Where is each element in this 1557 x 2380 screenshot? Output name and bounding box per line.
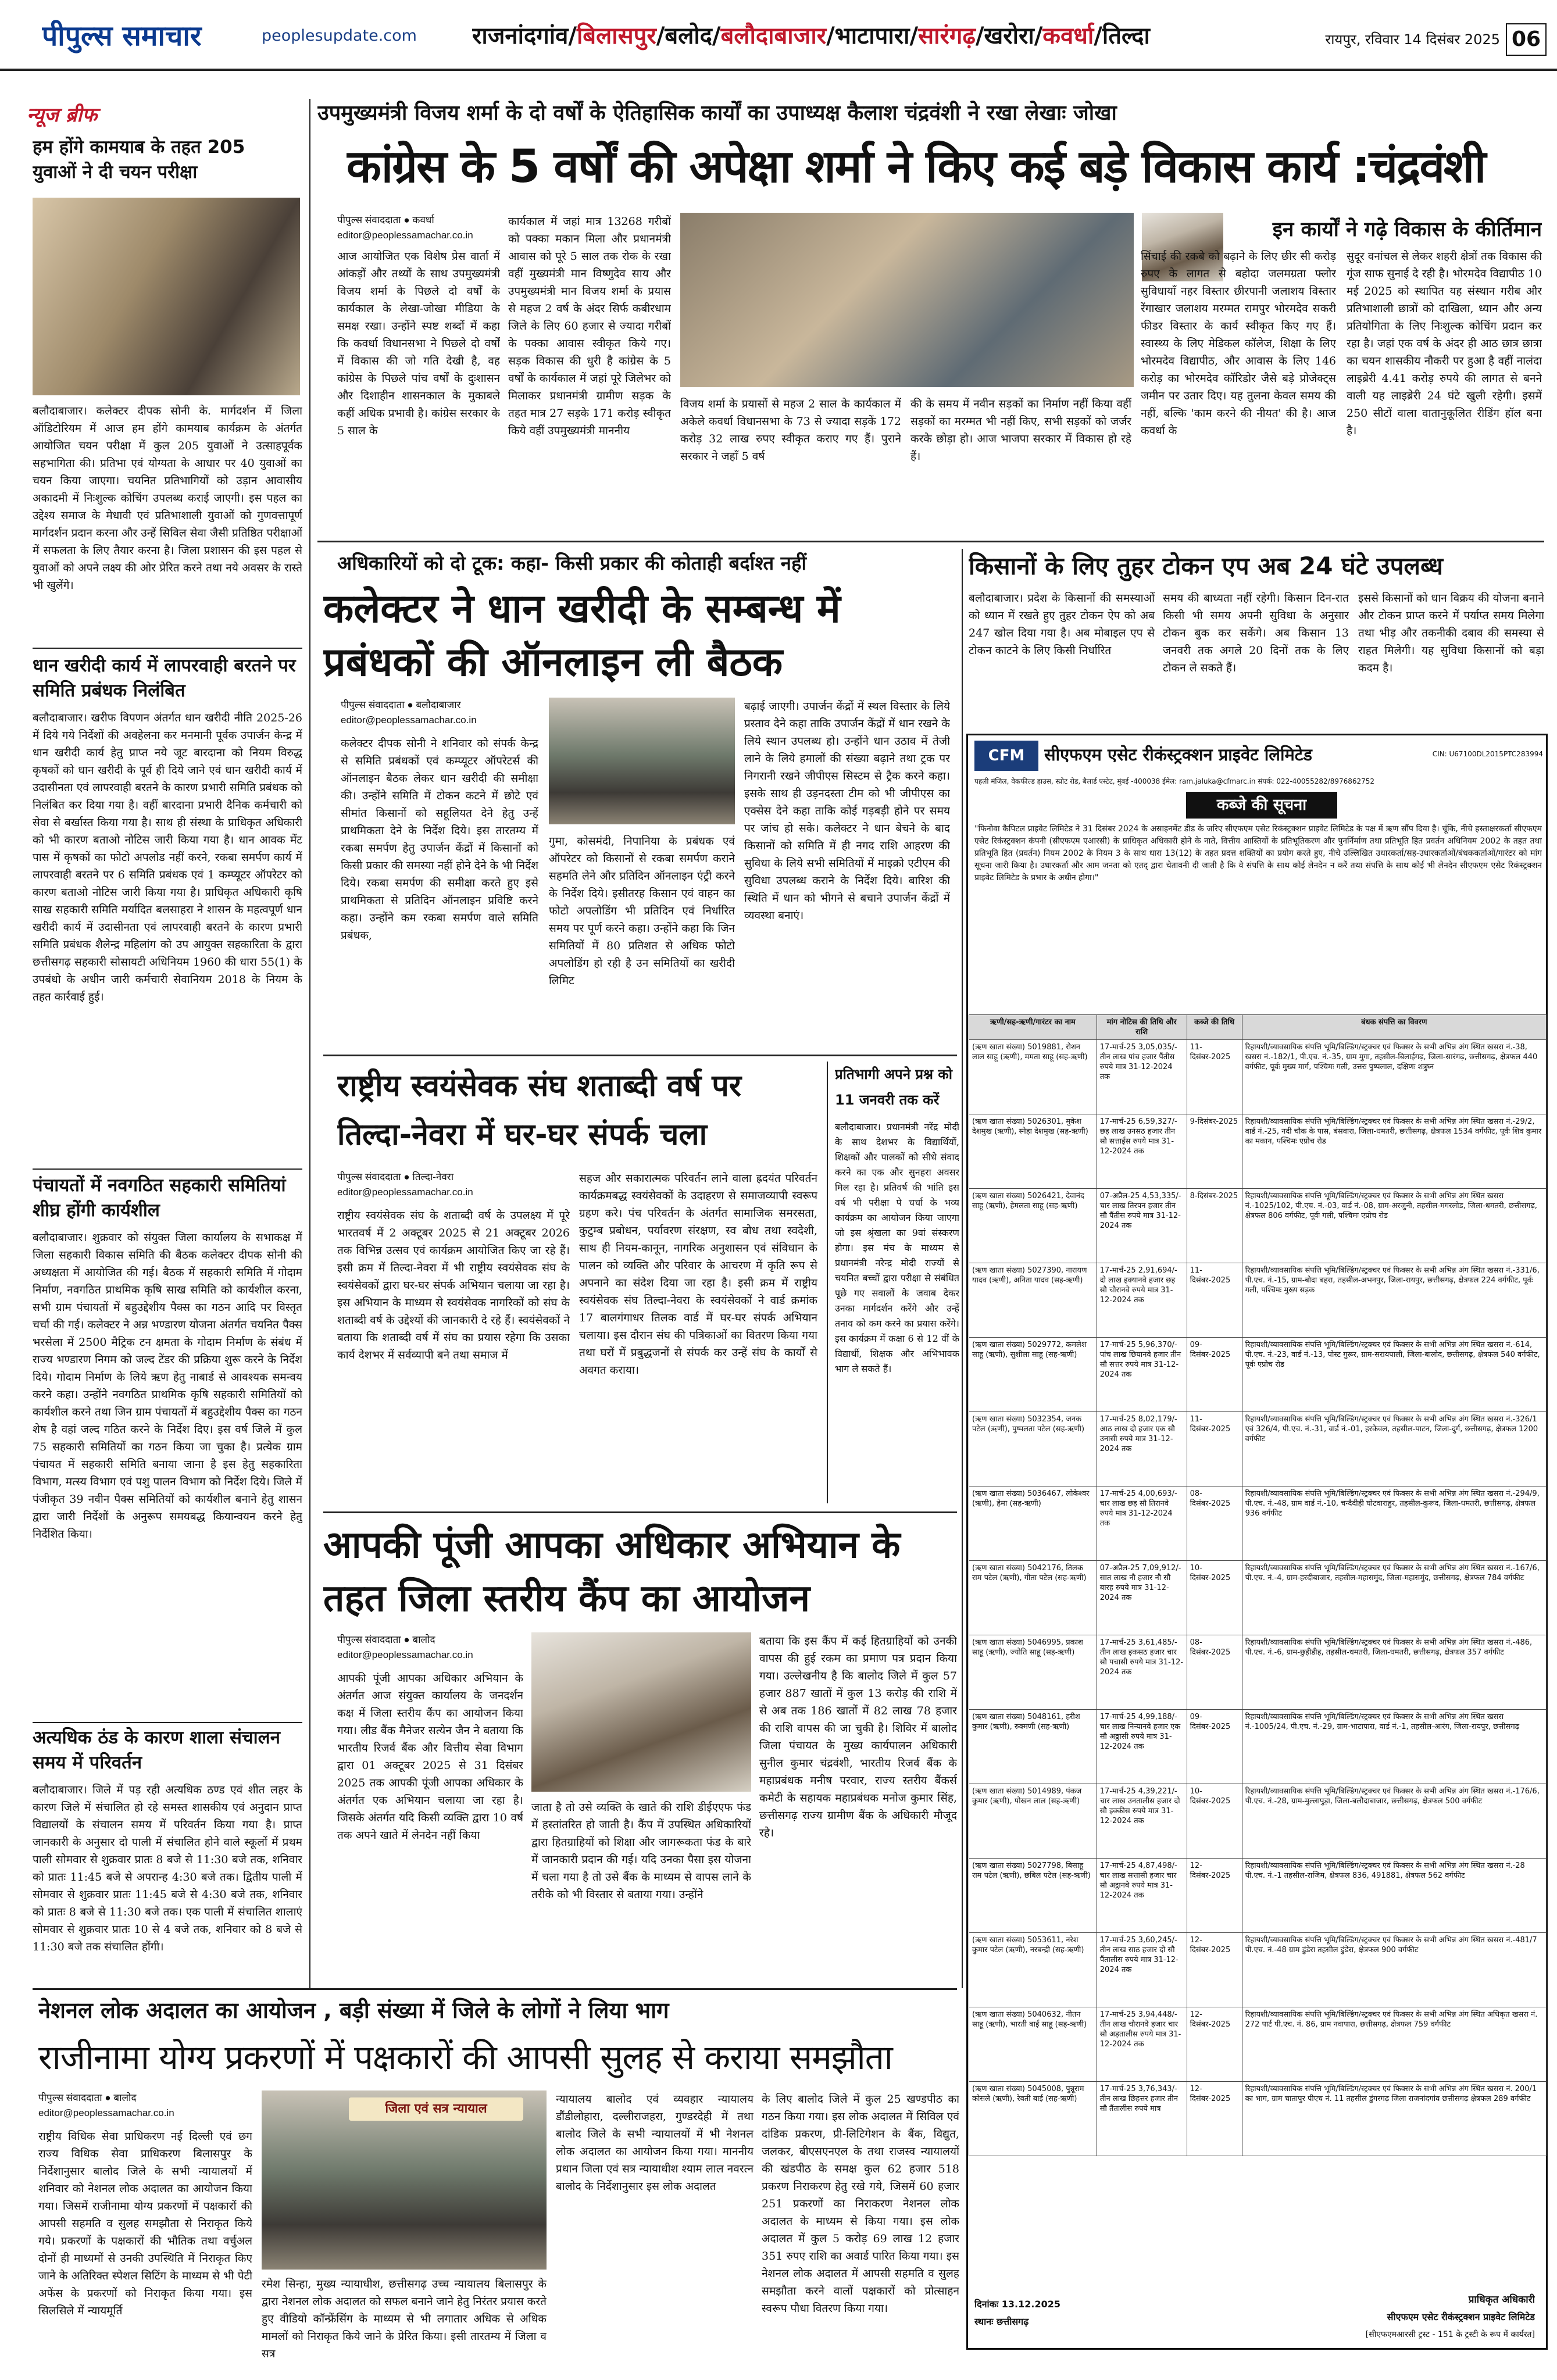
table-cell: रिहायशी/व्यावसायिक संपत्ति भूमि/बिल्डिंग/स्ट्रक्चर एवं फिक्सर के सभी अभिन्न अंग स्थित खसरा नं.-38, खसरा नं.-182/1, पी.एच. नं.-35, ग्राम मुगा, तहसील-बिलाईगढ़, जिला-सारंगढ़, छत्तीसगढ़, क्षेत्रफल 440 वर्गफीट, पूर्वः मुख्य मार्ग, पश्चिमः गली, उत्तरः पुष्पलाल, दक्षिणः शत्रुघ्न — [1242, 1040, 1546, 1114]
notice-footer-note: [सीएफएमआरसी ट्रस्ट - 151 के ट्रस्टी के रूप में कार्यरत] — [1365, 2330, 1535, 2339]
lead-subheadline: इन कार्यों ने गढ़े विकास के कीर्तिमान — [1272, 218, 1542, 241]
capital-col-2: जाता है तो उसे व्यक्ति के खाते की राशि डीईएएफ फंड में हस्तांतरित हो जाती है। कैंप में उपस्थित अधिकारियों द्वारा हितग्राहियों को शिक्षा और जागरूकता फंड के बारे में जानकारी प्रदान की गई। यदि उनका पैसा इस योजना में चला गया है तो उसे बैंक के माध्यम से वापस लाने के तरीके को भी विस्तार से बताया गया। उन्होंने — [531, 1801, 751, 1901]
brief-headline: हम होंगे कामयाब के तहत 205 युवाओं ने दी चयन परीक्षा — [33, 137, 245, 183]
col-header: कब्जे की तिथि — [1187, 1015, 1242, 1040]
collector-photo — [549, 698, 735, 824]
table-cell: 17-मार्च-25 8,02,179/- आठ लाख दो हजार एक सौ उनासी रुपये मात्र 31-12-2024 तक — [1097, 1412, 1187, 1486]
brief-photo — [33, 198, 300, 395]
table-cell: 9-दिसंबर-2025 — [1187, 1114, 1242, 1189]
table-header-row — [969, 1015, 1547, 1040]
lok-adalat-col-4: के लिए बालोद जिले में कुल 25 खण्डपीठ का गठन किया गया। इस लोक अदालत में सिविल एवं दांडिक प्रकरण, प्री-लिटिगेशन के बैंक, विद्युत, जलकर, बीएसएनएल के तथा राजस्व न्यायालयों की खंडपीठ के समक्ष कुल 62 हजार 518 प्रकरण निराकरण हेतु रखे गये, जिसमें 60 हजार 251 प्रकरणों का निराकरण नेशनल लोक अदालत के माध्यम से किया गया। इस लोक अदालत में कुल 5 करोड़ 69 लाख 12 हजार 351 रुपए राशि का अवार्ड पारित किया गया। इस नेशनल लोक अदालत में आपसी सहमति व सुलह समझौता करने वालों पक्षकारों को प्रोत्साहन स्वरूप पौधा वितरण किया गया। — [762, 2093, 959, 2315]
capital-headline: आपकी पूंजी आपका अधिकार अभियान के तहत जिला स्तरीय कैंप का आयोजन — [323, 1524, 901, 1620]
court-banner-text: जिला एवं सत्र न्यायाल — [349, 2097, 523, 2121]
district-item: खरोरा — [984, 23, 1034, 49]
lok-adalat-col-1: राष्ट्रीय विधिक सेवा प्राधिकरण नई दिल्ली एवं छग राज्य विधिक सेवा प्राधिकरण बिलासपुर के निर्देशानुसार बालोद जिले के सभी न्यायालयों में शनिवार को नेशनल लोक अदालत का आयोजन किया गया। जिसमें राजीनामा योग्य प्रकरणों में पक्षकारों की आपसी सहमति व सुलह समझौता से निराकृत किये गये। प्रकरणों के पक्षकारों की भौतिक तथा वर्चुअल दोनों ही माध्यमों से उनकी उपस्थिति में निराकृत किए जाने के अतिरिक्त स्पेशल सिटिंग के माध्यम से भी पेटी अफेंस के प्रकरणों को निराकृत किया गया। इस सिलसिले में न्यायमूर्ति — [38, 2130, 252, 2317]
table-cell: 10-दिसंबर-2025 — [1187, 1561, 1242, 1635]
byline-email[interactable]: editor@peoplessamachar.co.in — [337, 230, 473, 241]
table-cell: रिहायशी/व्यावसायिक संपत्ति भूमि/बिल्डिंग/स्ट्रक्चर एवं फिक्सर के सभी अभिन्न अंग स्थित खसरा नं.-29/2, वार्ड नं.-25, नदी चौक के पास, बंसवारा, जिला-धमतरी, छत्तीसगढ़, क्षेत्रफल 1534 वर्गफीट, पूर्वः शिव कुमार का मकान, पश्चिमः एप्रोच रोड — [1242, 1114, 1546, 1189]
table-cell: 08-दिसंबर-2025 — [1187, 1486, 1242, 1561]
notice-intro: "फिनोवा कैपिटल प्राइवेट लिमिटेड ने 31 दिसंबर 2024 के असाइनमेंट डीड के जरिए सीएफएम एसेट रिकंस्ट्रक्शन प्राइवेट लिमिटेड के पक्ष में ऋण सौंप दिया है। चूंकि, नीचे हस्ताक्षरकर्ता सीएफएम एसेट रिकंस्ट्रक्शन कंपनी (सीएफएम एआरसी) के प्राधिकृत अधिकारी होने के नाते, वित्तीय आस्तियों के प्रतिभूतिकरण और पुनर्निर्माण तथा प्रतिभूति हित प्रवर्तन अधिनियम 2002 के तहत तथा प्रतिभूति हित (प्रवर्तन) नियम 2002 के नियम 3 के साथ धारा 13(12) के तहत प्रदत्त शक्तियों का प्रयोग करते हुए, नीचे उल्लिखित उधारकर्ता/सह-उधारकर्ताओं/बंधककर्ताओं/गारंटर को मांग सूचना जारी किया है। उधारकर्ता और आम जनता को एतद् द्वारा चेतावनी दी जाती है कि वे संपत्ति के साथ कोई लेनदेन न करें तथा संपत्ति के साथ कोई भी लेनदेन सीएफएम एसेट रिकंस्ट्रक्शन प्राइवेट लिमिटेड के प्रभार के अधीन होगा।" — [974, 824, 1542, 882]
table-cell: रिहायशी/व्यावसायिक संपत्ति भूमि/बिल्डिंग/स्ट्रक्चर एवं फिक्सर के सभी अभिन्न अंग स्थित खसरा नं.-331/6, पी.एच. नं.-15, ग्राम-बोदा बहरा, तहसील-अभनपुर, जिला-रायपुर, छत्तीसगढ़, क्षेत्रफल 224 वर्गफीट, पूर्वः गली, पश्चिमः मुख्य सड़क — [1242, 1263, 1546, 1338]
district-item: बिलासपुर — [576, 23, 656, 49]
tuhar-col-2: समय की बाध्यता नहीं रहेगी। किसान दिन-रात किसी भी समय अपनी सुविधा के अनुसार टोकन बुक कर सकेंगे। अब किसान 13 जनवरी तक अगले 20 दिनों तक के लिए टोकन ले सकते हैं। — [1163, 592, 1349, 674]
table-row — [969, 1486, 1547, 1561]
school-headline: अत्यधिक ठंड के कारण शाला संचालन समय में परिवर्तन — [33, 1727, 280, 1773]
table-cell: रिहायशी/व्यावसायिक संपत्ति भूमि/बिल्डिंग/स्ट्रक्चर एवं फिक्सर के सभी अभिन्न अंग स्थित खसरा नं.-176/6, पी.एच. नं.-28, ग्राम-मुल्लापुड़ा, जिला-बलौदाबाजार, छत्तीसगढ़, क्षेत्रफल 500 वर्गफीट — [1242, 1784, 1546, 1859]
table-row — [969, 1412, 1547, 1486]
table-row — [969, 1040, 1547, 1114]
lead-col-1: आज आयोजित एक विशेष प्रेस वार्ता में आंकड़ों और तथ्यों के साथ उपमुख्यमंत्री विजय शर्मा के पिछले दो वर्षों के कार्यकाल के लेखा-जोखा मीडिया के समक्ष रखा। उन्होंने स्पष्ट शब्दों में कहा कि कवर्धा विधानसभा ने पिछले दो वर्षों में विकास की जो गति देखी है, वह कांग्रेस के पिछले पांच वर्षों के दुःशासन और दिशाहीन शासनकाल के मुकाबले कहीं अधिक प्रभावी है। कांग्रेस सरकार के 5 साल के — [337, 250, 500, 437]
table-cell: 17-मार्च-25 4,39,221/- चार लाख उनतालीस हजार दो सौ इक्कीस रुपये मात्र 31-12-2024 तक — [1097, 1784, 1187, 1859]
divider — [317, 541, 1544, 542]
table-row — [969, 1710, 1547, 1784]
table-row — [969, 1114, 1547, 1189]
table-row — [969, 1635, 1547, 1710]
lead-col-3: विजय शर्मा के प्रयासों से महज 2 साल के कार्यकाल में अकेले कवर्धा विधानसभा के 73 से ज्यादा सड़कें 172 करोड़ 32 लाख रुपए स्वीकृत कराए गए हैं। पुराने सरकार ने जहाँ 5 वर्ष — [680, 398, 901, 463]
table-cell: रिहायशी/व्यावसायिक संपत्ति भूमि/बिल्डिंग/स्ट्रक्चर एवं फिक्सर के सभी अभिन्न अंग स्थित खसरा नं. 200/1 का भाग, ग्राम चातापुर पीएच नं. 11 तहसील डुंगरगढ़ जिला राजनांदगांव छत्तीसगढ़ क्षेत्रफल 289 वर्गफीट — [1242, 2082, 1546, 2156]
byline-email[interactable]: editor@peoplessamachar.co.in — [337, 1187, 473, 1198]
table-cell: (ऋण खाता संख्या) 5045008, पुन्नूराम कोसले (ऋणी), रेवती बाई (सह-ऋणी) — [969, 2082, 1097, 2156]
district-item: राजनांदगांव — [472, 23, 569, 49]
notice-company: सीएफएम एसेट रीकंस्ट्रक्शन प्राइवेट लिमिटेड — [1044, 745, 1312, 764]
capital-col-3: बताया कि इस कैंप में कई हितग्राहियों को उनकी वापस की हुई रकम का प्रमाण पत्र प्रदान किया गया। उल्लेखनीय है कि बालोद जिले में कुल 57 हजार 887 खातों में कुल 13 करोड़ की राशि में से अब तक 186 खातों में 82 लाख 78 हजार की राशि वापस की जा चुकी है। शिविर में बालोद जिला पंचायत के मुख्य कार्यपालन अधिकारी सुनील कुमार चंद्रवंशी, भारतीय रिजर्व बैंक के महाप्रबंधक मनीष परवार, राज्य स्तरीय बैंकर्स कमेटी के सहायक महाप्रबंधक मनोज कुमार सिंह, छत्तीसगढ़ राज्य ग्रामीण बैंक के अधिकारी मौजूद रहे। — [759, 1635, 957, 1839]
table-cell: 10-दिसंबर-2025 — [1187, 1784, 1242, 1859]
divider — [323, 1055, 957, 1056]
byline-text: पीपुल्स संवाददाता ● कवर्धा — [337, 215, 434, 226]
notice-title: कब्जे की सूचना — [1186, 792, 1337, 819]
district-item: बलोद — [665, 23, 712, 49]
district-item: बलौदाबाजार — [720, 23, 827, 49]
table-row — [969, 1784, 1547, 1859]
lead-headline: कांग्रेस के 5 वर्षों की अपेक्षा शर्मा ने किए कई बड़े विकास कार्य :चंद्रवंशी — [347, 141, 1485, 193]
paddy-lapse-headline: धान खरीदी कार्य में लापरवाही बरतने पर समिति प्रबंधक निलंबित — [33, 655, 296, 701]
byline-text: पीपुल्स संवाददाता ● बालोद — [38, 2092, 137, 2103]
divider — [33, 1988, 957, 1990]
lead-sub-col-2: सुदूर वनांचल से लेकर शहरी क्षेत्रों तक विकास की गूंज साफ सुनाई दे रही है। भोरमदेव विद्यापीठ 10 मई 2025 को स्थापित यह संस्थान गरीब और प्रतिभाशाली छात्रों को दाखिला, ध्यान और अन्य प्रतियोगिता के लिए निःशुल्क कोचिंग प्रदान कर रहा है। जहां एक वर्ष के अंदर ही आठ छात्र छात्रा का चयन शासकीय नौकरी पर हुआ है वहीं नालंदा लाइब्रेरी 4.41 करोड़ रुपये की लागत से बनने वाली यह लाइब्रेरी 24 घंटे खुली रहेगी। इसमें 250 सीटों वाला वातानुकूलित रीडिंग हॉल बना है। — [1347, 250, 1542, 437]
collector-col-2: गुमा, कोसमंदी, निपानिया के प्रबंधक एवं ऑपरेटर को किसानों से रकबा समर्पण कराने सहमति लेने और प्रतिदिन ऑनलाइन एंट्री करने के निर्देश दिये। इसीतरह किसान एवं वाहन का फोटो अपलोडिंग भी प्रतिदिन एवं निर्धारित समय पर पूर्ण करने कहा। उन्होंने कहा कि जिन समितियों में 80 प्रतिशत से अधिक फोटो अपलोडिंग हो रही है उन समितियों का खरीदी लिमिट — [549, 835, 735, 987]
col-header: बंधक संपत्ति का विवरण — [1242, 1015, 1546, 1040]
district-item: भाटापारा — [834, 23, 910, 49]
lead-sub-col-1: सिंचाई की रकबे को बढ़ाने के लिए छीर सी करोड़ रुपए के लागत से बहोदा जलमग्रता फ्लोर सुविधायाँ नहर विस्तार छीरपानी जलाशय विस्तार रेंगाखार जलाशय मरम्मत रामपुर भोरमदेव सकरी फीडर विस्तार के कार्य स्वीकृत किए गए हैं। स्वास्थ्य के लिए मेडिकल कॉलेज, शिक्षा के लिए भोरमदेव विद्यापीठ, और आवास के लिए 146 करोड़ का भोरमदेव कॉरिडोर जैसे बड़े प्रोजेक्ट्स जमीन पर उतार दिए। यह तुलना केवल समय की नहीं, बल्कि 'काम करने की नीयत' की है। आज कवर्धा के — [1141, 250, 1336, 437]
rss-col-2: सहज और सकारात्मक परिवर्तन लाने वाला ह्रदयंत परिवर्तन कार्यक्रमबद्ध स्वयंसेवकों के उदाहरण से समाजव्यापी स्वरूप ग्रहण करे। पंच परिवर्तन के अंतर्गत सामाजिक समरसता, कुटुम्ब प्रबोधन, पर्यावरण संरक्षण, स्व बोध तथा स्वदेशी, साथ ही नियम-कानून, नागरिक अनुशासन एवं संविधान के पालन को व्यक्ति और परिवार के आचरण में कृति रूप से अपनाने का संदेश दिया जा रहा है। इसी क्रम में राष्ट्रीय स्वयंसेवक संघ तिल्दा-नेवरा के स्वयंसेवकों ने वार्ड क्रमांक 17 बालगंगाधर तिलक वार्ड में घर-घर संपर्क अभियान चलाया। इस दौरान संघ की पत्रिकाओं का वितरण किया गया तथा घरों में प्रबुद्धजनों से संपर्क कर उन्हें संघ के कार्यों से अवगत कराया। — [579, 1172, 817, 1377]
table-cell: 17-मार्च-25 4,99,188/- चार लाख निन्यानवे हजार एक सौ अठ्ठासी रुपये मात्र 31-12-2024 तक — [1097, 1710, 1187, 1784]
table-cell: (ऋण खाता संख्या) 5053611, नरेश कुमार पटेल (ऋणी), नरबन्द्री (सह-ऋणी) — [969, 1933, 1097, 2007]
table-cell: 12-दिसंबर-2025 — [1187, 1859, 1242, 1933]
table-cell: (ऋण खाता संख्या) 5027390, नारायण यादव (ऋणी), अनिता यादव (सह-ऋणी) — [969, 1263, 1097, 1338]
tuhar-col-3: इससे किसानों को धान विक्रय की योजना बनाने और टोकन प्राप्त करने में पर्याप्त समय मिलेगा तथा भीड़ और तकनीकी दबाव की समस्या से राहत मिलेगी। यह सुविधा किसानों को बड़ा कदम है। — [1358, 592, 1544, 674]
capital-col-1: आपकी पूंजी आपका अधिकार अभियान के अंतर्गत आज संयुक्त कार्यालय के जनदर्शन कक्ष में जिला स्तरीय कैंप का आयोजन किया गया। लीड बैंक मैनेजर सत्येन जैन ने बताया कि भारतीय रिजर्व बैंक और वित्तीय सेवा विभाग द्वारा 01 अक्टूबर 2025 से 31 दिसंबर 2025 तक आपकी पूंजी आपका अधिकार के अंतर्गत एक अभियान चलाया जा रहा है। जिसके अंतर्गत यदि किसी व्यक्ति द्वारा 10 वर्ष तक अपने खाते में लेनदेन नहीं किया — [337, 1672, 523, 1842]
table-cell: 07-अप्रैल-25 7,09,912/- सात लाख नौ हजार नौ सौ बारह रुपये मात्र 31-12-2024 तक — [1097, 1561, 1187, 1635]
notice-address: पहली मंजिल, वेकफील्ड हाउस, स्प्रोट रोड, बैलार्ड एस्टेट, मुंबई -400038 ईमेल: ram.jaluka@cfmarc.in संपर्क: 022-40055282/8976862752 — [974, 777, 1375, 785]
table-cell: 17-मार्च-25 3,60,245/- तीन लाख साठ हजार दो सौ पैंतालीस रुपये मात्र 31-12-2024 तक — [1097, 1933, 1187, 2007]
lead-col-2: कार्यकाल में जहां मात्र 13268 गरीबों को पक्का मकान मिला और प्रधानमंत्री आवास को पूरे 5 साल तक रोक के रखा वहीं मुख्यमंत्री मान विष्णुदेव साय और उपमुख्यमंत्री मान विजय शर्मा के प्रयास से महज 2 वर्ष के अंदर सिर्फ कबीरधाम जिले के लिए 60 हजार से ज्यादा गरीबों के पक्का आवास स्वीकृत किये गए। सड़क विकास की धुरी है कांग्रेस के 5 वर्षों के कार्यकाल में जहां पूरे जिलेभर को मिलाकर प्रधानमंत्री ग्रामीण सड़क के तहत मात्र 27 सड़के 171 करोड़ स्वीकृत किये वहीं उपमुख्यमंत्री माननीय — [508, 215, 671, 437]
capital-byline — [337, 1632, 547, 1665]
collector-byline — [341, 698, 550, 730]
notice-signatory-company: सीएफएम एसेट रीकंस्ट्रक्शन प्राइवेट लिमिटेड — [1387, 2311, 1535, 2322]
table-row — [969, 1263, 1547, 1338]
table-cell: (ऋण खाता संख्या) 5040632, नीतन साहू (ऋणी), भारती बाई साहू (सह-ऋणी) — [969, 2007, 1097, 2082]
table-cell: 07-अप्रैल-25 4,53,335/- चार लाख तिरपन हजार तीन सौ पैंतीस रुपये मात्र 31-12-2024 तक — [1097, 1189, 1187, 1263]
tuhar-col-1: बलौदाबाजार। प्रदेश के किसानों की समस्याओं को ध्यान में रखते हुए तुहर टोकन ऐप को अब 247 खोल दिया गया है। अब मोबाइल एप से टोकन काटने के लिए किसी निर्धारित — [969, 592, 1155, 657]
lead-kicker: उपमुख्यमंत्री विजय शर्मा के दो वर्षों के ऐतिहासिक कार्यों का उपाध्यक्ष कैलाश चंद्रवंशी ने रखा लेखाः जोखा — [317, 101, 1117, 125]
school-body: बलौदाबाजार। जिले में पड़ रही अत्यधिक ठण्ड एवं शीत लहर के कारण जिले में संचालित हो रहे समस्त शासकीय एवं अनुदान प्राप्त विद्यालयों के संचालन समय में परिवर्तन किया गया है। प्राप्त जानकारी के अनुसार दो पाली में संचालित होने वाले स्कूलों में प्रथम पाली सोमवार से शुक्रवार प्रातः 8 बजे से 11:30 बजे तक, शनिवार को प्रातः 11:45 बजे से अपरान्ह 4:30 बजे तक। द्वितीय पाली में सोमवार से शुक्रवार प्रातः 11:45 बजे से 4:30 बजे तक, शनिवार को प्रातः 8 बजे से 11:30 बजे तक। एक पाली में संचालित शालाएं सोमवार से शुक्रवार प्रातः 10 से 4 बजे तक, शनिवार को 8 बजे से 11:30 बजे तक संचालित होंगी। — [33, 1784, 302, 1953]
table-cell: 11-दिसंबर-2025 — [1187, 1040, 1242, 1114]
district-item: तिल्दा — [1102, 23, 1150, 49]
table-cell: 17-मार्च-25 6,59,327/- छह लाख उनसठ हजार तीन सौ सत्ताईस रुपये मात्र 31-12-2024 तक — [1097, 1114, 1187, 1189]
table-cell: 12-दिसंबर-2025 — [1187, 1933, 1242, 2007]
lok-adalat-photo — [262, 2090, 547, 2270]
byline-email[interactable]: editor@peoplessamachar.co.in — [38, 2107, 174, 2118]
table-cell: 17-मार्च-25 4,87,498/- चार लाख सत्तासी हजार चार सौ अट्ठानबे रुपये मात्र 31-12-2024 तक — [1097, 1859, 1187, 1933]
rss-headline: राष्ट्रीय स्वयंसेवक संघ शताब्दी वर्ष पर तिल्दा-नेवरा में घर-घर संपर्क चला — [337, 1069, 742, 1152]
dateline: रायपुर, रविवार 14 दिसंबर 2025 — [1325, 31, 1500, 48]
table-cell: 17-मार्च-25 3,76,343/- तीन लाख छिहत्तर हजार तीन सौ तैंतालीस रुपये मात्र — [1097, 2082, 1187, 2156]
collector-col-3: बढ़ाई जाएगी। उपार्जन केंद्रों में स्थल विस्तार के लिये प्रस्ताव देने कहा ताकि उपार्जन केंद्रों में धान रखने के लिये स्थान उपलब्ध हो। उन्होंने धान उठाव में तेजी लाने के लिये हमालों की संख्या बढ़ाने तथा ट्रक पर निगरानी रखने जीपीएस सिस्टम से ट्रैक करने कहा। इसके साथ ही उड़नदस्ता टीम को भी जीपीएस का एक्सेस देने कहा ताकि कोई गड़बड़ी होने पर समय पर जांच हो सके। कलेक्टर ने धान बेचने के बाद किसानों को समिति में ही नगद राशि आहरण की सुविधा के लिये सभी समितियों में माइक्रो एटीएम की सुविधा उपलब्ध कराने के निर्देश दिये। बारिश की स्थिति में धान को भीगने से बचाने उपार्जन केंद्रों में व्यवस्था बनाएं। — [744, 700, 950, 922]
table-cell: 17-मार्च-25 3,94,448/- तीन लाख चौरानवे हजार चार सौ अड़तालीस रुपये मात्र 31-12-2024 तक — [1097, 2007, 1187, 2082]
table-cell: 09-दिसंबर-2025 — [1187, 1338, 1242, 1412]
district-list: राजनांदगांव/बिलासपुर/बलोद/बलौदाबाजार/भाटापारा/सारंगढ़/खरोरा/कवर्धा/तिल्दा — [472, 23, 1150, 49]
table-cell: (ऋण खाता संख्या) 5032354, जनक पटेल (ऋणी), पुष्पलता पटेल (सह-ऋणी) — [969, 1412, 1097, 1486]
table-cell: 09-दिसंबर-2025 — [1187, 1710, 1242, 1784]
brief-body: बलौदाबाजार। कलेक्टर दीपक सोनी के. मार्गदर्शन में जिला ऑडिटोरियम में आज हम होंगे कामयाब कार्यक्रम के अंतर्गत आयोजित चयन परीक्षा में कुल 205 युवाओं ने उत्साहपूर्वक सहभागिता की। प्रतिभा एवं योग्यता के आधार पर 40 युवाओं का चयन किया जाएगा। चयनित प्रतिभागियों को उड़ान आवासीय अकादमी में निःशुल्क कोचिंग उपलब्ध कराई जाएगी। इस पहल का उद्देश्य समाज के मेधावी एवं प्रतिभाशाली युवाओं को गुणवत्तापूर्ण मार्गदर्शन प्रदान करना और उन्हें सिविल सेवा जैसी प्रतिष्ठित परीक्षाओं में सफलता के लिए तैयार करना है। जिला प्रशासन की इस पहल से युवाओं को अपने लक्ष्य की ओर प्रेरित करने तथा नये अवसर के रास्ते भी खुलेंगे। — [33, 405, 302, 592]
table-row — [969, 1859, 1547, 1933]
table-cell: 17-मार्च-25 3,05,035/- तीन लाख पांच हजार पैंतीस रुपये मात्र 31-12-2024 तक — [1097, 1040, 1187, 1114]
capital-photo — [531, 1632, 751, 1792]
lok-adalat-byline — [38, 2090, 248, 2123]
logo: पीपुल्स समाचार — [42, 20, 202, 52]
paddy-lapse-body: बलौदाबाजार। खरीफ विपणन अंतर्गत धान खरीदी नीति 2025-26 में दिये गये निर्देशों की अवहेलना कर मनमानी पूर्वक उपार्जन केन्द्र में धान खरीदी कार्य हेतु प्राप्त नये जूट बारदाना को नियम विरुद्ध कृषकों को धान खरीदी के पूर्व ही दिये जाने एवं धान खरीदी कार्य में उदासीनता एवं लापरवाही बरतने के कारण प्रभारी समिति प्रबंधक को निलंबित कर दिया गया है। वहीं बारदाना प्रभारी दैनिक कर्मचारी को सेवा से बर्खास्त किया गया है। साथ ही संस्था के प्राधिकृत अधिकारी को भी कारण बताओ नोटिस जारी किया गया है। धान आवक मेंट पास में कृषकों का फोटो अपलोड नहीं करने, रकबा समर्पण कार्य में लापरवाही बरतने पर 6 समिति प्रबंधक एवं 1 कम्प्यूटर ऑपरेटर को कारण बताओ नोटिस जारी किया गया है। प्राधिकृत अधिकारी कृषि साख सहकारी समिति मर्यादित बलसाहरा ने शासन के महत्वपूर्ण धान खरीदी कार्य में उदासीनता एवं लापरवाही बरतने के कारण प्रभारी समिति प्रबंधक शैलेन्द्र महिलांग को उप आयुक्त सहकारिता के द्वारा छत्तीसगढ़ सहकारी सोसायटी अधिनियम 1960 की धारा 55(1) के उपबंधो के अधीन जारी कर्मचारी सेवानियम 2018 के नियम के तहत कार्रवाई हुई। — [33, 712, 302, 1003]
rss-byline — [337, 1170, 547, 1202]
column-rule — [962, 549, 963, 1988]
table-cell: 11-दिसंबर-2025 — [1187, 1412, 1242, 1486]
divider — [827, 1062, 828, 1503]
table-cell: रिहायशी/व्यावसायिक संपत्ति भूमि/बिल्डिंग/स्ट्रक्चर एवं फिक्सर के सभी अभिन्न अंग स्थित अधिकृत खसरा नं. 272 पार्ट पी.एच. नं. 86, ग्राम नवापारा, छत्तीसगढ़, क्षेत्रफल 759 वर्गफीट — [1242, 2007, 1546, 2082]
masthead — [0, 0, 1557, 70]
notice-table — [969, 1014, 1547, 2156]
divider — [33, 648, 302, 649]
lead-photo — [680, 213, 1134, 387]
table-cell: (ऋण खाता संख्या) 5048161, हरीश कुमार (ऋणी), रुक्मणी (सह-ऋणी) — [969, 1710, 1097, 1784]
cfm-logo-icon: CFM — [974, 741, 1038, 771]
divider — [33, 1722, 302, 1723]
lok-adalat-col-3: न्यायालय बालोद एवं व्यवहार न्यायालय डौंडीलोहारा, दल्लीराजहरा, गुण्डरदेही में तथा बालोद जिले के सभी न्यायालयों में भी नेशनल लोक अदालत का आयोजन किया गया। माननीय प्रधान जिला एवं सत्र न्यायाधीश श्याम लाल नवरत्न बालोद के निर्देशानुसार इस लोक अदालत — [556, 2093, 753, 2193]
notice-signatory-title: प्राधिकृत अधिकारी — [1468, 2294, 1535, 2306]
collector-col-1: कलेक्टर दीपक सोनी ने शनिवार को संपर्क केन्द्र से समिति प्रबंधकों एवं कम्प्यूटर ऑपरेटर्स की ऑनलाइन बैठक लेकर धान खरीदी की समीक्षा की। उन्होंने समिति में टोकन कटने में छोटे एवं सीमांत किसानों को सहूलियत देने हेतु उन्हें प्राथमिकता देने के निर्देश दिये। इस तारतम्य में रकबा समर्पण हेतु उपार्जन केंद्रों में किसानों को किसी प्रकार की समस्या नहीं होने देने के भी निर्देश दिये। रकबा समर्पण की समीक्षा करते हुए इसे प्राथमिकता से प्रतिदिन ऑनलाइन प्रविष्टि करने कहा। उन्होंने कम रकबा समर्पण वाले समिति प्रबंधक, — [341, 737, 538, 942]
brief-label: न्यूज ब्रीफ — [27, 103, 98, 127]
table-cell: (ऋण खाता संख्या) 5042176, तिलक राम पटेल (ऋणी), गीता पटेल (सह-ऋणी) — [969, 1561, 1097, 1635]
lok-adalat-col-2: रमेश सिन्हा, मुख्य न्यायाधीश, छत्तीसगढ़ उच्च न्यायालय बिलासपुर के द्वारा नेशनल लोक अदालत को सफल बनाने जाने हेतु निरंतर प्रयास करते हुए वीडियो कॉन्फ्रेंसिंग के माध्यम से भी लगातार अधिक से अधिक मामलों को निराकृत किये जाने के प्रेरित किया। इसी तारतम्य में जिला व सत्र — [262, 2278, 547, 2360]
table-cell: रिहायशी/व्यावसायिक संपत्ति भूमि/बिल्डिंग/स्ट्रक्चर एवं फिक्सर के सभी अभिन्न अंग स्थित खसरा नं.-326/1 एवं 326/4, पी.एच. नं.-31, वार्ड नं.-01, हरकेवल, तहसील-पाटन, जिला-दुर्ग, छत्तीसगढ़, क्षेत्रफल 1200 वर्गफीट — [1242, 1412, 1546, 1486]
district-item: कवर्धा — [1042, 23, 1094, 49]
column-rule — [309, 99, 310, 1988]
byline-text: पीपुल्स संवाददाता ● तिल्दा-नेवरा — [337, 1171, 454, 1182]
table-cell: रिहायशी/व्यावसायिक संपत्ति भूमि/बिल्डिंग/स्ट्रक्चर एवं फिक्सर के सभी अभिन्न अंग स्थित खसरा नं.-614, पी.एच. नं.-23, वार्ड नं.-13, पोस्ट गुरूर, ग्राम-सरायपाली, जिला-बालोद, छत्तीसगढ़, क्षेत्रफल 540 वर्गफीट, पूर्वः एप्रोच रोड — [1242, 1338, 1546, 1412]
table-cell: (ऋण खाता संख्या) 5014989, पंकज कुमार (ऋणी), पोखन लाल (सह-ऋणी) — [969, 1784, 1097, 1859]
table-row — [969, 1338, 1547, 1412]
tuhar-headline: किसानों के लिए तुहर टोकन एप अब 24 घंटे उपलब्ध — [969, 552, 1444, 580]
pm-headline: प्रतिभागी अपने प्रश्न को 11 जनवरी तक करें — [835, 1066, 952, 1108]
page-number: 06 — [1506, 23, 1547, 56]
lok-adalat-kicker: नेशनल लोक अदालत का आयोजन , बड़ी संख्या में जिले के लोगों ने लिया भाग — [38, 1997, 669, 2023]
rss-col-1: राष्ट्रीय स्वयंसेवक संघ के शताब्दी वर्ष के उपलक्ष्य में पूरे भारतवर्ष में 2 अक्टूबर 2025 से 21 अक्टूबर 2026 तक विभिन्न उत्सव एवं कार्यक्रम आयोजित किए जा रहे हैं। इसी क्रम में तिल्दा-नेवरा में भी राष्ट्रीय स्वयंसेवक संघ के स्वयंसेवकों द्वारा घर-घर संपर्क अभियान चलाया जा रहा है। इस अभियान के माध्यम से स्वयंसेवक नागरिकों को संघ के शताब्दी वर्ष के उद्देश्यों की जानकारी दे रहे हैं। स्वयंसेवकों ने बताया कि शताब्दी वर्ष में संघ का प्रयास रहेगा कि उसका कार्य देशभर में सर्वव्यापी बने तथा समाज में — [337, 1209, 570, 1361]
table-row — [969, 2007, 1547, 2082]
panchayat-headline: पंचायतों में नवगठित सहकारी समितियां शीघ्र होंगी कार्यशील — [33, 1175, 286, 1221]
table-cell: (ऋण खाता संख्या) 5036467, लोकेश्वर (ऋणी), हेमा (सह-ऋणी) — [969, 1486, 1097, 1561]
divider — [33, 1168, 302, 1170]
table-cell: रिहायशी/व्यावसायिक संपत्ति भूमि/बिल्डिंग/स्ट्रक्चर एवं फिक्सर के सभी अभिन्न अंग स्थित खसरा नं.-294/9, पी.एच. नं.-48, ग्राम वार्ड नं.-10, चन्दैदीही घोटवाराहुर, तहसील-कुरूद, जिला-धमतरी, छत्तीसगढ़, क्षेत्रफल 936 वर्गफीट — [1242, 1486, 1546, 1561]
table-cell: रिहायशी/व्यावसायिक संपत्ति भूमि/बिल्डिंग/स्ट्रक्चर एवं फिक्सर के सभी अभिन्न अंग स्थित खसरा नं.-481/7 पी.एच. नं.-48 ग्राम डुंडेरा तहसील डुंडेरा, क्षेत्रफल 900 वर्गफीट — [1242, 1933, 1546, 2007]
pm-body: बलौदाबाजार। प्रधानमंत्री नरेंद्र मोदी के साथ देशभर के विद्यार्थियों, शिक्षकों और पालकों को सीधे संवाद करने का एक और सुनहरा अवसर मिल रहा है। प्रतिवर्ष की भांति इस वर्ष भी परीक्षा पे चर्चा के भव्य कार्यक्रम का आयोजन किया जाएगा जो इस श्रृंखला का 9वां संस्करण होगा। इस मंच के माध्यम से प्रधानमंत्री नरेन्द्र मोदी राज्यों से चयनित बच्चों द्वारा परीक्षा से संबंधित पूछे गए सवालों के जवाब देकर उनका मार्गदर्शन करेंगे और उन्हें तनाव को कम करने का प्रयास करेंगे। इस कार्यक्रम में कक्षा 6 से 12 वीं के विद्यार्थी, शिक्षक और अभिभावक भाग ले सकते हैं। — [835, 1121, 959, 1374]
table-cell: (ऋण खाता संख्या) 5046995, प्रकाश साहू (ऋणी), ज्योति साहू (सह-ऋणी) — [969, 1635, 1097, 1710]
byline-text: पीपुल्स संवाददाता ● बलौदाबाजार — [341, 699, 461, 710]
lok-adalat-headline: राजीनामा योग्य प्रकरणों में पक्षकारों की आपसी सुलह से कराया समझौता — [38, 2038, 892, 2077]
table-cell: 12-दिसंबर-2025 — [1187, 2082, 1242, 2156]
table-cell: 17-मार्च-25 5,96,370/- पांच लाख छियानवे हजार तीन सौ सत्तर रुपये मात्र 31-12-2024 तक — [1097, 1338, 1187, 1412]
table-cell: (ऋण खाता संख्या) 5019881, रोशन लाल साहू (ऋणी), ममता साहू (सह-ऋणी) — [969, 1040, 1097, 1114]
byline-email[interactable]: editor@peoplessamachar.co.in — [337, 1649, 473, 1660]
table-cell: 17-मार्च-25 3,61,485/- तीन लाख इकसठ हजार चार सौ पचासी रुपये मात्र 31-12-2024 तक — [1097, 1635, 1187, 1710]
table-cell: 08-दिसंबर-2025 — [1187, 1635, 1242, 1710]
table-row — [969, 1561, 1547, 1635]
col-header: मांग नोटिस की तिथि और राशि — [1097, 1015, 1187, 1040]
table-cell: 12-दिसंबर-2025 — [1187, 2007, 1242, 2082]
table-cell: रिहायशी/व्यावसायिक संपत्ति भूमि/बिल्डिंग/स्ट्रक्चर एवं फिक्सर के सभी अभिन्न अंग स्थित खसरा नं.-1025/102, पी.एच. नं.-03, वार्ड नं.-08, ग्राम-अरजुनी, तहसील-मगरलोड, जिला-धमतरी, छत्तीसगढ़, क्षेत्रफल 806 वर्गफीट, पूर्वः गली, पश्चिमः एप्रोच रोड — [1242, 1189, 1546, 1263]
table-cell: (ऋण खाता संख्या) 5027798, बिसाहू राम पटेल (ऋणी), छबिल पटेल (सह-ऋणी) — [969, 1859, 1097, 1933]
site-url[interactable]: peoplesupdate.com — [262, 27, 417, 45]
lead-col-4: की के समय में नवीन सड़कों का निर्माण नहीं किया वहीं सड़कों का मरम्मत भी नहीं किए, सभी सड़कों को जर्जर करके छोड़ा हो। आज भाजपा सरकार में विकास हो रहे हैं। — [910, 398, 1131, 463]
table-cell: रिहायशी/व्यावसायिक संपत्ति भूमि/बिल्डिंग/स्ट्रक्चर एवं फिक्सर के सभी अभिन्न अंग स्थित खसरा नं.-486, पी.एच. नं.-6, ग्राम-छुहीडीह, तहसील-धमतरी, जिला-धमतरी, छत्तीसगढ़, क्षेत्रफल 357 वर्गफीट — [1242, 1635, 1546, 1710]
table-cell: रिहायशी/व्यावसायिक संपत्ति भूमि/बिल्डिंग/स्ट्रक्चर एवं फिक्सर के सभी अभिन्न अंग स्थित खसरा नं.-1005/24, पी.एच. नं.-29, ग्राम-भाटापारा, वार्ड नं.-1, तहसील-आरंग, जिला-रायपुर, छत्तीसगढ़ — [1242, 1710, 1546, 1784]
byline-text: पीपुल्स संवाददाता ● बालोद — [337, 1634, 435, 1645]
panchayat-body: बलौदाबाजार। शुक्रवार को संयुक्त जिला कार्यालय के सभाकक्ष में जिला सहकारी विकास समिति की बैठक कलेक्टर दीपक सोनी की अध्यक्षता में आयोजित की गई। बैठक में सहकारी समिति में गोदाम निर्माण, नवगठित प्राथमिक कृषि साख समिति को कार्यशील करना, सभी ग्राम पंचायतों में बहुउद्देशीय पैक्स का गठन आदि पर विस्तृत चर्चा की गई। कलेक्टर ने अन्न भण्डारण योजना अंतर्गत चयनित पैक्स भरसेला में 2500 मैट्रिक टन क्षमता के गोदाम निर्माण के संबंध में राज्य भण्डारण निगम को जल्द टेंडर की प्रक्रिया शुरू करने के निर्देश दिये। गोदाम निर्माण के लिये ऋण हेतु नाबार्ड से आवश्यक समन्वय करने कहा। उन्होंने नवगठित प्राथमिक कृषि सहकारी समितियों को कार्यशील करने तथा जिन ग्राम पंचायतों में बहुउद्देशीय पैक्स का गठन शेष है वहां जल्द गठित करने के निर्देश दिए। इस वर्ष जिले में कुल 75 सहकारी समितियों का गठन किया जा चुका है। प्रत्येक ग्राम पंचायत में सहकारी समिति बनाया जाना है इस हेतु सहकारिता विभाग, मत्स्य विभाग एवं पशु पालन विभाग को निर्देश दिये। जिले में पंजीकृत 39 नवीन पैक्स समितियों को कार्यशील बनाने हेतु शासन द्वारा जारी निर्देशों के अनुरूप समयबद्ध कियान्वयन करने हेतु निर्देशित किया। — [33, 1231, 302, 1541]
col-header: ऋणी/सह-ऋणी/गारंटर का नाम — [969, 1015, 1097, 1040]
masthead-rule — [0, 69, 1557, 71]
table-row — [969, 1189, 1547, 1263]
table-cell: (ऋण खाता संख्या) 5026301, मुकेश देशमुख (ऋणी), स्नेहा देशमुख (सह-ऋणी) — [969, 1114, 1097, 1189]
table-cell: 17-मार्च-25 4,00,693/- चार लाख छह सौ तिरानवे रुपये मात्र 31-12-2024 तक — [1097, 1486, 1187, 1561]
table-row — [969, 1933, 1547, 2007]
byline-email[interactable]: editor@peoplessamachar.co.in — [341, 714, 477, 726]
table-cell: रिहायशी/व्यावसायिक संपत्ति भूमि/बिल्डिंग/स्ट्रक्चर एवं फिक्सर के सभी अभिन्न अंग स्थित खसरा नं.-167/6, पी.एच. नं.-4, ग्राम-हरदीबाजार, तहसील-महासमुंद, जिला-महासमुंद, छत्तीसगढ़, क्षेत्रफल 784 वर्गफीट — [1242, 1561, 1546, 1635]
collector-kicker: अधिकारियों को दो टूक: कहा- किसी प्रकार की कोताही बर्दाश्त नहीं — [337, 552, 807, 574]
table-cell: 8-दिसंबर-2025 — [1187, 1189, 1242, 1263]
table-cell: (ऋण खाता संख्या) 5029772, कमलेश साहू (ऋणी), सुशीला साहू (सह-ऋणी) — [969, 1338, 1097, 1412]
divider — [323, 1511, 957, 1513]
notice-place: स्थानः छत्तीसगढ़ — [974, 2316, 1029, 2327]
district-item: सारंगढ़ — [918, 23, 976, 49]
notice-date: दिनांकः 13.12.2025 — [974, 2299, 1060, 2310]
table-cell: (ऋण खाता संख्या) 5026421, देवानंद साहू (ऋणी), हेमलता साहू (सह-ऋणी) — [969, 1189, 1097, 1263]
table-cell: 17-मार्च-25 2,91,694/- दो लाख इक्यानवे हजार छह सौ चौरानवे रुपये मात्र 31-12-2024 तक — [1097, 1263, 1187, 1338]
table-cell: रिहायशी/व्यावसायिक संपत्ति भूमि/बिल्डिंग/स्ट्रक्चर एवं फिक्सर के सभी अभिन्न अंग स्थित खसरा नं.-28 पी.एच. नं.-1 तहसील-राजिम, क्षेत्रफल 836, 491881, क्षेत्रफल 562 वर्गफीट — [1242, 1859, 1546, 1933]
notice-cin: CIN: U67100DL2015PTC283994 — [1432, 750, 1543, 758]
table-cell: 11-दिसंबर-2025 — [1187, 1263, 1242, 1338]
collector-headline: कलेक्टर ने धान खरीदी के सम्बन्ध में प्रबंधकों की ऑनलाइन ली बैठक — [323, 586, 841, 685]
table-row — [969, 2082, 1547, 2156]
